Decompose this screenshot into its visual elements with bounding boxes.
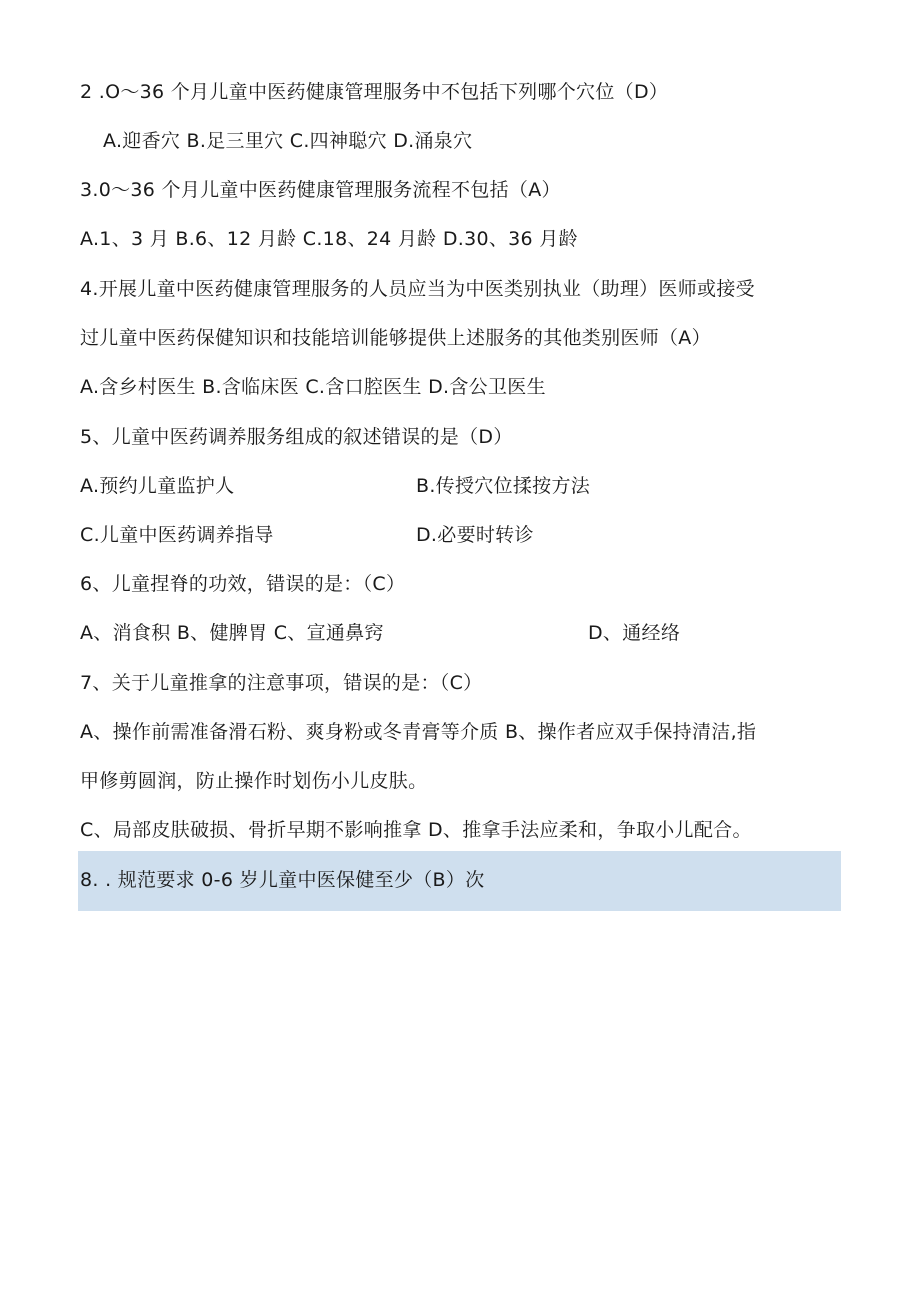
question-4-stem-line2: 过儿童中医药保健知识和技能培训能够提供上述服务的其他类别医师（A） — [80, 327, 711, 349]
question-2-options: A.迎香穴 B.足三里穴 C.四神聪穴 D.涌泉穴 — [103, 130, 473, 152]
question-6-stem: 6、儿童捏脊的功效，错误的是：（C） — [80, 573, 406, 595]
question-5-option-d: D.必要时转诊 — [416, 524, 534, 546]
question-2-stem: 2 .O～36 个月儿童中医药健康管理服务中不包括下列哪个穴位（D） — [80, 81, 669, 103]
question-6-options-abc: A、消食积 B、健脾胃 C、宣通鼻窍 — [80, 622, 384, 644]
question-5-option-c: C.儿童中医药调养指导 — [80, 524, 274, 546]
question-7-options-line1: A、操作前需准备滑石粉、爽身粉或冬青膏等介质 B、操作者应双手保持清洁,指 — [80, 721, 757, 743]
question-5-option-b: B.传授穴位揉按方法 — [416, 475, 591, 497]
question-5-options-row1 — [80, 474, 780, 498]
question-3-stem: 3.0～36 个月儿童中医药健康管理服务流程不包括（A） — [80, 179, 561, 201]
question-5-options-row2 — [80, 523, 780, 547]
question-5-stem: 5、儿童中医药调养服务组成的叙述错误的是（D） — [80, 426, 513, 448]
question-7-options-line2: 甲修剪圆润，防止操作时划伤小儿皮肤。 — [80, 770, 428, 792]
question-5-option-a: A.预约儿童监护人 — [80, 475, 235, 497]
question-7-stem: 7、关于儿童推拿的注意事项，错误的是：（C） — [80, 672, 483, 694]
question-6-options — [80, 621, 780, 645]
question-4-options: A.含乡村医生 B.含临床医 C.含口腔医生 D.含公卫医生 — [80, 376, 546, 398]
question-6-option-d: D、通经络 — [588, 622, 681, 644]
question-7-options-line3: C、局部皮肤破损、骨折早期不影响推拿 D、推拿手法应柔和，争取小儿配合。 — [80, 819, 752, 841]
question-3-options: A.1、3 月 B.6、12 月龄 C.18、24 月龄 D.30、36 月龄 — [80, 228, 578, 250]
question-4-stem-line1: 4.开展儿童中医药健康管理服务的人员应当为中医类别执业（助理）医师或接受 — [80, 278, 755, 300]
question-8-stem: 8. . 规范要求 0-6 岁儿童中医保健至少（B）次 — [80, 869, 485, 891]
